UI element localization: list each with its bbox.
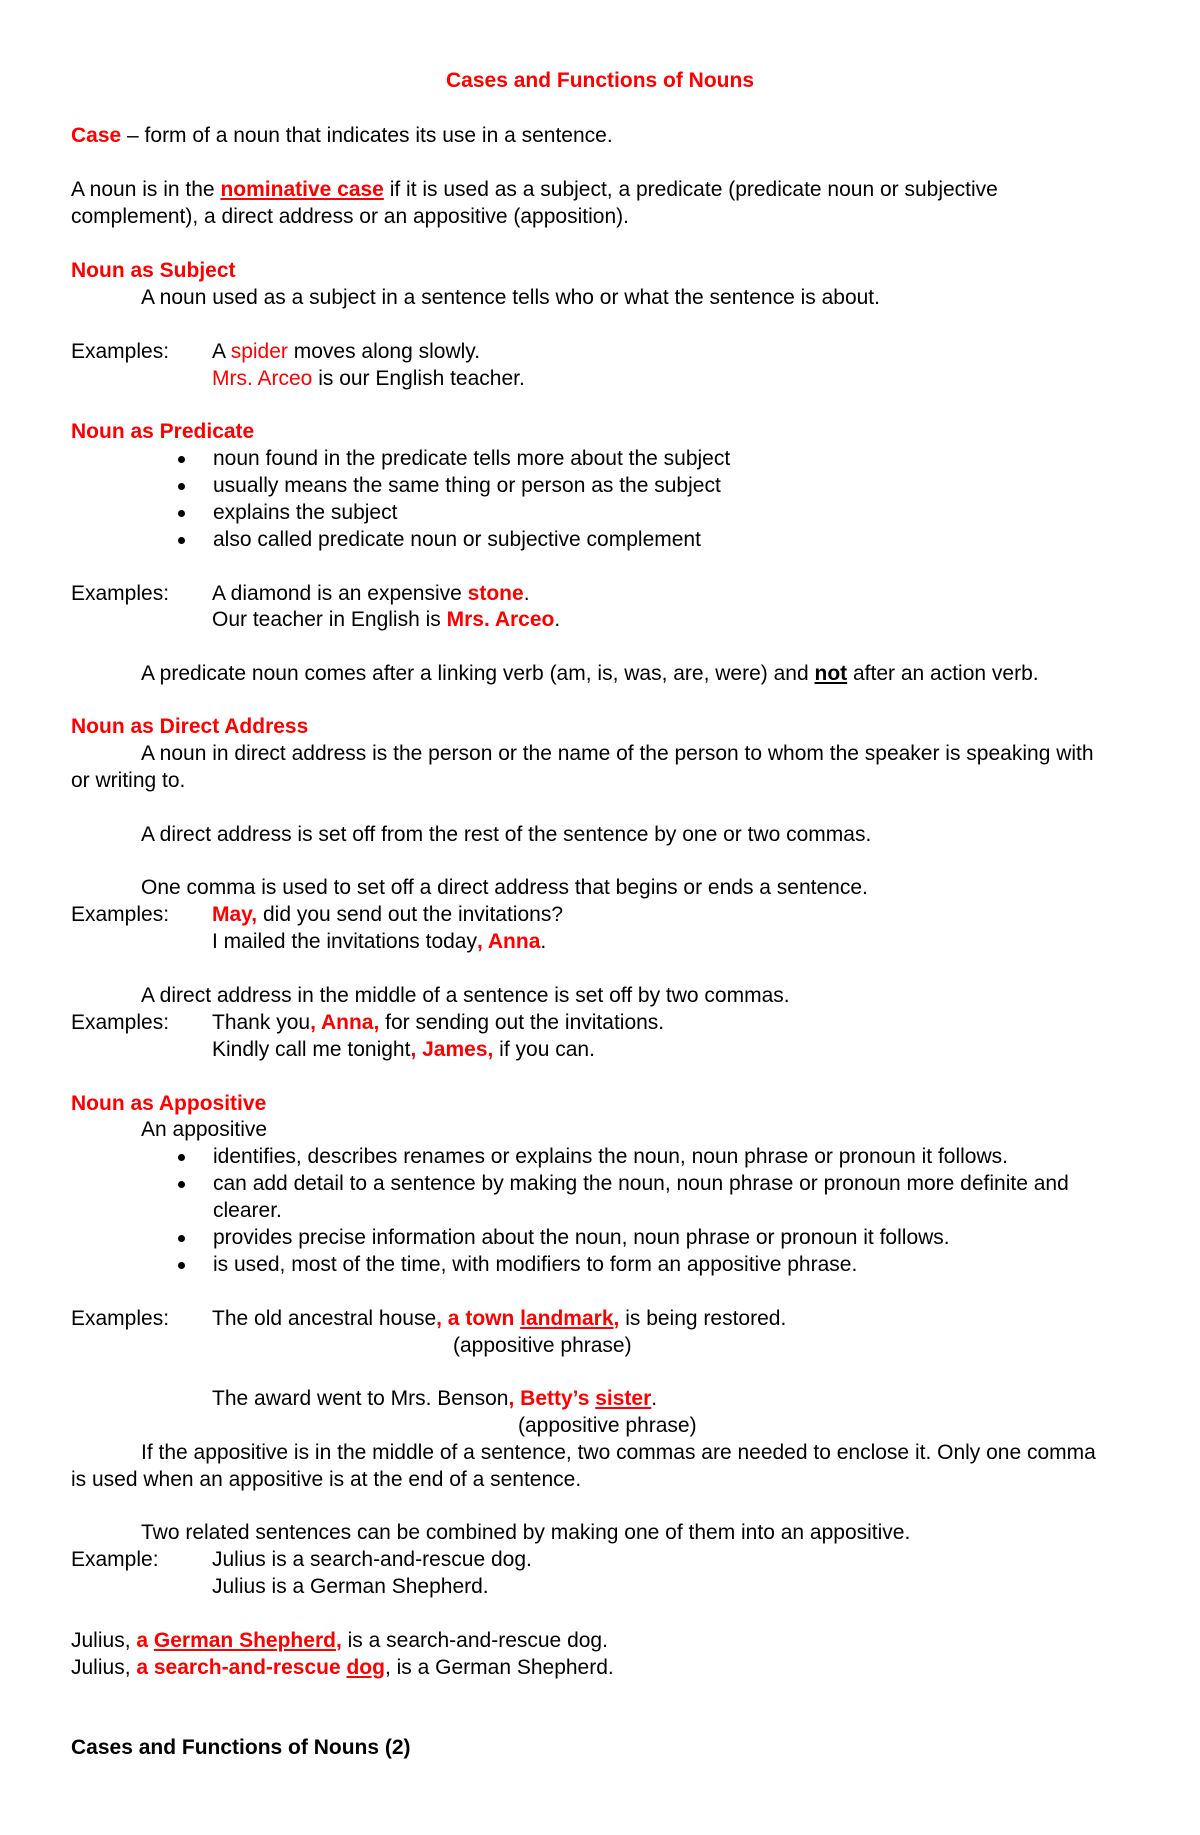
example-text: . bbox=[651, 1387, 658, 1410]
bullet-icon bbox=[178, 1154, 185, 1161]
direct-paragraph-4: A direct address in the middle of a sentence is set off by two commas. bbox=[141, 984, 790, 1007]
footer-title: Cases and Functions of Nouns (2) bbox=[71, 1736, 411, 1759]
example-text: . bbox=[523, 582, 530, 605]
example-noun: , James, bbox=[410, 1038, 494, 1061]
combine-sentence-1: Julius is a search-and-rescue dog. bbox=[212, 1548, 532, 1571]
examples-label: Examples: bbox=[71, 1011, 170, 1034]
example-text: Our teacher in English is bbox=[212, 608, 447, 631]
predicate-bullet: explains the subject bbox=[213, 501, 398, 524]
example-text: Kindly call me tonight bbox=[212, 1038, 411, 1061]
direct-example-4 bbox=[212, 1037, 595, 1063]
appositive-noun: landmark bbox=[520, 1307, 614, 1330]
combine-sentence-2: Julius is a German Shepherd. bbox=[212, 1575, 489, 1598]
example-noun: , Anna bbox=[476, 930, 541, 953]
combined-result-2 bbox=[71, 1655, 614, 1681]
example-text: . bbox=[540, 930, 547, 953]
heading-predicate: Noun as Predicate bbox=[71, 420, 255, 443]
example-text: , is a German Shepherd. bbox=[384, 1656, 614, 1679]
appositive-phrase: , a town bbox=[436, 1307, 521, 1330]
example-text: Julius, bbox=[71, 1629, 131, 1652]
example-text: The award went to Mrs. Benson bbox=[212, 1387, 509, 1410]
nominative-intro bbox=[71, 177, 998, 203]
bullet-icon bbox=[178, 456, 185, 463]
bullet-icon bbox=[178, 1235, 185, 1242]
predicate-bullet: also called predicate noun or subjective complement bbox=[213, 528, 701, 551]
appositive-bullet: is used, most of the time, with modifiers to form an appositive phrase. bbox=[213, 1253, 858, 1276]
appositive-noun: German Shepherd bbox=[153, 1629, 336, 1652]
page-title: Cases and Functions of Nouns bbox=[445, 69, 755, 92]
appositive-noun: sister bbox=[595, 1387, 652, 1410]
example-noun: Mrs. Arceo bbox=[446, 608, 555, 631]
example-text: moves along slowly. bbox=[287, 340, 481, 363]
examples-label: Examples: bbox=[71, 1307, 170, 1330]
bullet-icon bbox=[178, 510, 185, 517]
appositive-combine: Two related sentences can be combined by making one of them into an appositive. bbox=[141, 1521, 911, 1544]
predicate-example-1 bbox=[212, 581, 530, 607]
appositive-phrase: , bbox=[335, 1629, 342, 1652]
appositive-example-1 bbox=[212, 1306, 786, 1332]
example-noun: , Anna, bbox=[310, 1011, 380, 1034]
predicate-example-2 bbox=[212, 607, 560, 633]
direct-example-2 bbox=[212, 929, 546, 955]
appositive-phrase: a search-and-rescue bbox=[130, 1656, 347, 1679]
examples-label: Examples: bbox=[71, 903, 170, 926]
nominative-case-term: nominative case bbox=[220, 178, 384, 201]
examples-label: Examples: bbox=[71, 582, 170, 605]
example-text: if you can. bbox=[493, 1038, 595, 1061]
bullet-icon bbox=[178, 1262, 185, 1269]
predicate-bullet: usually means the same thing or person as the subject bbox=[213, 474, 721, 497]
appositive-rule-1: If the appositive is in the middle of a sentence, two commas are needed to enclose it. Only one comma bbox=[141, 1441, 1096, 1464]
example-noun: Mrs. Arceo bbox=[212, 367, 313, 390]
emphasis-not: not bbox=[814, 662, 848, 685]
example-text: Thank you bbox=[212, 1011, 311, 1034]
nominative-intro-text-2: if it is used as a subject, a predicate (predicate noun or subjective bbox=[383, 178, 998, 201]
direct-example-3 bbox=[212, 1010, 664, 1036]
appositive-phrase: a bbox=[130, 1629, 154, 1652]
example-text: Julius, bbox=[71, 1656, 131, 1679]
bullet-icon bbox=[178, 537, 185, 544]
heading-subject: Noun as Subject bbox=[71, 259, 236, 282]
example-text: for sending out the invitations. bbox=[379, 1011, 665, 1034]
example-noun: May, bbox=[212, 903, 258, 926]
subject-example-1 bbox=[212, 339, 480, 365]
nominative-intro-line2: complement), a direct address or an appositive (apposition). bbox=[71, 205, 629, 228]
example-text: A bbox=[212, 340, 231, 363]
examples-label: Examples: bbox=[71, 340, 170, 363]
appositive-rule-2: is used when an appositive is at the end of a sentence. bbox=[71, 1468, 582, 1491]
bullet-icon bbox=[178, 1181, 185, 1188]
appositive-bullet: provides precise information about the noun, noun phrase or pronoun it follows. bbox=[213, 1226, 950, 1249]
combined-result-1 bbox=[71, 1628, 608, 1654]
appositive-bullet: identifies, describes renames or explains the noun, noun phrase or pronoun it follows. bbox=[213, 1145, 1008, 1168]
direct-example-1 bbox=[212, 902, 563, 928]
direct-paragraph-3: One comma is used to set off a direct address that begins or ends a sentence. bbox=[141, 876, 868, 899]
predicate-bullet: noun found in the predicate tells more about the subject bbox=[213, 447, 731, 470]
nominative-intro-text: A noun is in the bbox=[71, 178, 221, 201]
example-text: The old ancestral house bbox=[212, 1307, 437, 1330]
example-text: A diamond is an expensive bbox=[212, 582, 468, 605]
appositive-phrase: , bbox=[613, 1307, 620, 1330]
example-text: . bbox=[554, 608, 561, 631]
case-term: Case bbox=[71, 124, 122, 147]
case-def-text: – form of a noun that indicates its use in a sentence. bbox=[121, 124, 613, 147]
direct-description-1: A noun in direct address is the person or the name of the person to whom the speaker is speaking with bbox=[141, 742, 1094, 765]
appositive-phrase-tag: (appositive phrase) bbox=[453, 1334, 632, 1357]
direct-paragraph-2: A direct address is set off from the rest of the sentence by one or two commas. bbox=[141, 823, 872, 846]
appositive-phrase: , Betty’s bbox=[508, 1387, 596, 1410]
example-text: is a search-and-rescue dog. bbox=[341, 1629, 608, 1652]
bullet-icon bbox=[178, 483, 185, 490]
subject-description: A noun used as a subject in a sentence tells who or what the sentence is about. bbox=[141, 286, 880, 309]
appositive-example-2 bbox=[212, 1386, 657, 1412]
example-text: I mailed the invitations today bbox=[212, 930, 477, 953]
case-definition bbox=[71, 123, 613, 149]
appositive-phrase-tag: (appositive phrase) bbox=[518, 1414, 697, 1437]
subject-example-2 bbox=[212, 366, 525, 392]
heading-appositive: Noun as Appositive bbox=[71, 1092, 267, 1115]
heading-direct-address: Noun as Direct Address bbox=[71, 715, 309, 738]
note-text: A predicate noun comes after a linking verb (am, is, was, are, were) and bbox=[141, 662, 815, 685]
predicate-note bbox=[141, 661, 1039, 687]
example-noun: stone bbox=[467, 582, 524, 605]
example-label: Example: bbox=[71, 1548, 159, 1571]
appositive-bullet-cont: clearer. bbox=[213, 1199, 282, 1222]
note-text: after an action verb. bbox=[847, 662, 1039, 685]
example-noun: spider bbox=[230, 340, 288, 363]
example-text: is our English teacher. bbox=[312, 367, 525, 390]
appositive-noun: dog bbox=[346, 1656, 385, 1679]
example-text: did you send out the invitations? bbox=[257, 903, 564, 926]
example-text: is being restored. bbox=[619, 1307, 787, 1330]
appositive-intro: An appositive bbox=[141, 1118, 268, 1141]
appositive-bullet: can add detail to a sentence by making the noun, noun phrase or pronoun more definite and bbox=[213, 1172, 1069, 1195]
direct-description-2: or writing to. bbox=[71, 769, 186, 792]
